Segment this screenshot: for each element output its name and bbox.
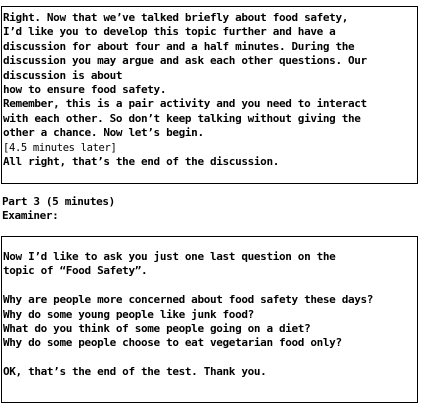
question-item: Why do some people choose to eat vegetarian food only?	[3, 336, 342, 350]
question-item: Why are people more concerned about food safety these days?	[3, 293, 374, 307]
question-item: What do you think of some people going on a diet?	[3, 322, 311, 336]
discussion-text-line: discussion is about	[3, 68, 123, 82]
spacer	[3, 351, 417, 365]
intro-line: Now I’d like to ask you just one last question on the	[3, 250, 336, 263]
discussion-text-line: discussion you may argue and ask each other questions. Our	[3, 54, 367, 68]
part3-header	[2, 195, 115, 224]
part2-discussion-box	[1, 6, 418, 184]
discussion-text-line: Remember, this is a pair activity and you need to interact	[3, 97, 367, 111]
discussion-text-line: other a chance. Now let’s begin.	[3, 126, 204, 140]
discussion-closing: All right, that’s the end of the discussion.	[3, 155, 279, 169]
intro-line: topic of “Food Safety”.	[3, 264, 148, 278]
discussion-text-line: with each other. So don’t keep talking without giving the	[3, 111, 361, 125]
discussion-text-line: Right. Now that we’ve talked briefly about food safety,	[3, 11, 348, 24]
time-note: [4.5 minutes later]	[3, 141, 117, 154]
part3-heading: Part 3 (5 minutes)	[2, 195, 115, 208]
discussion-text-line: I’d like you to develop this topic further and have a	[3, 25, 336, 39]
question-item: Why do some young people like junk food?	[3, 307, 254, 321]
discussion-text-line: discussion for about four and a half minutes. During the	[3, 39, 355, 53]
test-closing: OK, that’s the end of the test. Thank you.	[3, 365, 267, 379]
part3-questions-box	[1, 236, 418, 403]
examiner-label: Examiner:	[2, 209, 59, 223]
discussion-text-line: how to ensure food safety.	[3, 83, 167, 97]
spacer	[3, 279, 417, 293]
